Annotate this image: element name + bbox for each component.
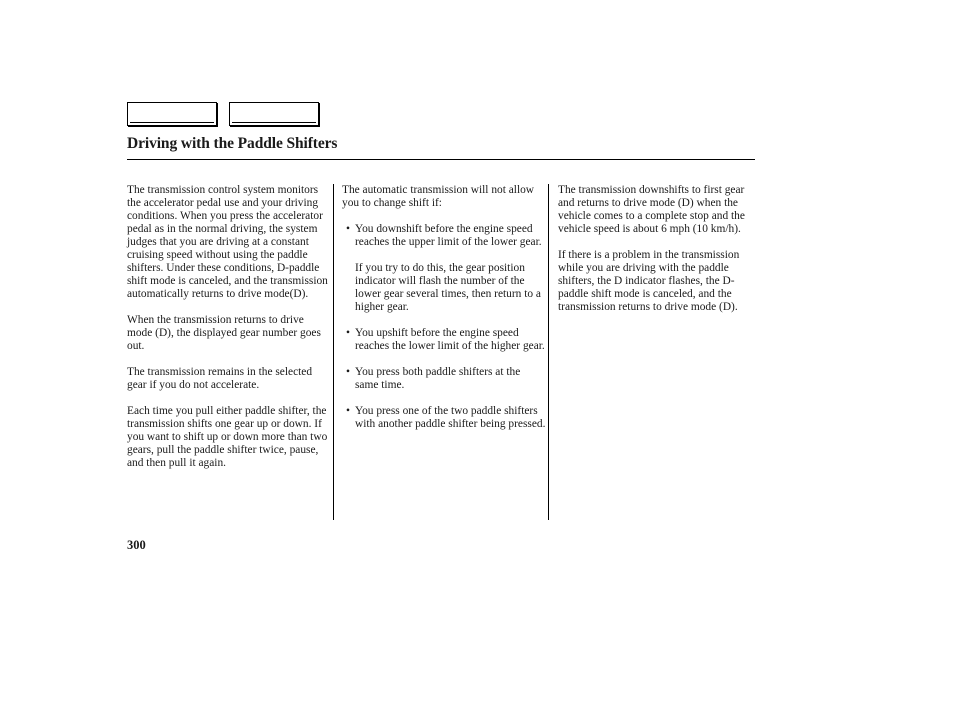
list-item [342,405,546,431]
column-2-intro: The automatic transmission will not allow you to change shift if: [342,184,535,209]
column-2 [342,184,546,444]
shift-restriction-list [342,223,546,431]
list-item-text: You press both paddle shifters at the same time. [355,366,521,391]
page-title: Driving with the Paddle Shifters [127,135,338,152]
column-3 [558,184,754,327]
column-1-paragraph: The transmission control system monitors the accelerator pedal use and your driving conditions. When you press the accelerator pedal as in the normal driving, the system judges that you are driving at a constant cruising speed without using the paddle shifters. Under these conditions, D-paddle shift mode is canceled, and the transmission automatically returns to drive mode(D). [127,184,328,300]
column-divider [548,184,549,520]
column-3-paragraph: If there is a problem in the transmission while you are driving with the paddle shifters, the D indicator flashes, the D-paddle shift mode is canceled, and the transmission returns to drive mode (D). [558,249,740,313]
page-number: 300 [127,538,146,552]
bullet-icon: • [346,366,350,378]
title-rule [127,159,755,160]
list-item-note: If you try to do this, the gear position indicator will flash the number of the lower gear several times, then return to a higher gear. [355,262,541,313]
column-1 [127,184,329,483]
column-1-paragraph: The transmission remains in the selected gear if you do not accelerate. [127,366,313,391]
bullet-icon: • [346,405,350,417]
list-item [342,223,546,314]
column-1-paragraph: When the transmission returns to drive mode (D), the displayed gear number goes out. [127,314,321,352]
list-item-text: You upshift before the engine speed reaches the lower limit of the higher gear. [355,327,545,352]
bullet-icon: • [346,327,350,339]
list-item-text: You downshift before the engine speed reaches the upper limit of the lower gear. [355,223,542,248]
column-3-paragraph: The transmission downshifts to first gear and returns to drive mode (D) when the vehicle comes to a complete stop and the vehicle speed is about 6 mph (10 km/h). [558,184,745,235]
nav-tab-next[interactable] [229,102,319,126]
list-item [342,327,546,353]
column-1-paragraph: Each time you pull either paddle shifter, the transmission shifts one gear up or down. If you want to shift up or down more than two gears, pull the paddle shifter twice, pause, and then pull it again. [127,405,328,469]
nav-tab-previous[interactable] [127,102,217,126]
bullet-icon: • [346,223,350,235]
list-item-text: You press one of the two paddle shifters with another paddle shifter being pressed. [355,405,546,430]
column-divider [333,184,334,520]
list-item [342,366,546,392]
